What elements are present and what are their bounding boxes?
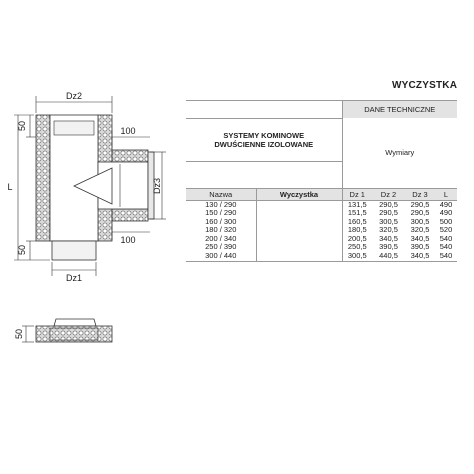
dim-dz2: Dz2 [65,91,83,101]
cell-dz1: 250,5 [347,242,367,252]
cell-nazwa: 300 / 440 [186,252,256,261]
cell-nazwa: 130 / 290 [186,200,256,209]
cell-dz2: 290,5 [379,208,398,218]
cell-dz3: 290,5 [410,199,430,209]
column-header-row [186,188,457,200]
cell-dz1: 151,5 [347,208,367,218]
plate-view [22,319,112,342]
cell-wyczystka [256,218,342,227]
dim-plate-50: 50 [14,328,24,340]
cell-dz3: 290,5 [410,208,430,218]
cell-nazwa: 150 / 290 [186,209,256,218]
page-title: WYCZYSTKA [392,80,458,91]
cell-dz2: 340,5 [379,233,398,243]
dim-dz1: Dz1 [65,273,83,283]
cell-dz2: 390,5 [379,242,398,252]
cell-nazwa: 250 / 390 [186,243,256,252]
col-dz1: Dz 1 [342,188,372,200]
cell-wyczystka [256,209,342,218]
col-dz3: Dz 3 [405,188,435,200]
cell-dz3: 340,5 [405,252,435,261]
col-nazwa: Nazwa [186,188,256,200]
system-label [186,118,342,161]
cell-dz3: 320,5 [410,225,430,235]
cell-wyczystka [256,226,342,235]
cell-l: 520 [439,225,453,235]
col-dz2: Dz 2 [372,188,405,200]
cell-dz1: 180,5 [347,225,367,235]
dim-branch-100-bottom: 100 [120,235,136,245]
cell-dz2: 300,5 [379,216,398,226]
cell-l: 490 [439,208,453,218]
wymiary-label: Wymiary [342,118,457,188]
cell-dz3: 340,5 [410,233,430,243]
cell-dz3: 300,5 [410,216,430,226]
cell-nazwa: 160 / 300 [186,218,256,227]
table-corner [186,101,342,119]
cell-nazwa: 200 / 340 [186,235,256,244]
cell-l: 490 [439,199,453,209]
cell-wyczystka [256,200,342,209]
cell-dz2: 320,5 [379,225,398,235]
cell-l: 540 [439,233,453,243]
cell-dz1: 200,5 [347,233,367,243]
dim-top-50: 50 [17,120,27,132]
cell-dz1: 160,5 [347,216,367,226]
cell-dz2: 440,5 [372,252,405,261]
dim-dz3: Dz3 [152,177,162,195]
spec-table [186,100,457,262]
cell-l: 500 [439,216,453,226]
col-wyczystka: Wyczystka [256,188,342,200]
table-row [186,252,457,261]
cell-dz3: 390,5 [410,242,430,252]
cell-wyczystka [256,243,342,252]
dim-length: L [7,182,13,192]
cell-l: 540 [435,252,457,261]
dim-bottom-50: 50 [17,244,27,256]
cell-l: 540 [439,242,453,252]
table-spacer [186,161,342,188]
cell-dz1: 131,5 [347,199,367,209]
cell-wyczystka [256,252,342,261]
cell-dz2: 290,5 [379,199,398,209]
section-header: DANE TECHNICZNE [342,101,457,119]
system-line1: SYSTEMY KOMINOWE [223,130,305,140]
cell-wyczystka [256,235,342,244]
col-l: L [435,188,457,200]
cell-dz1: 300,5 [342,252,372,261]
system-line2: DWUŚCIENNE IZOLOWANE [214,139,314,149]
cell-nazwa: 180 / 320 [186,226,256,235]
dim-branch-100-top: 100 [120,126,136,136]
